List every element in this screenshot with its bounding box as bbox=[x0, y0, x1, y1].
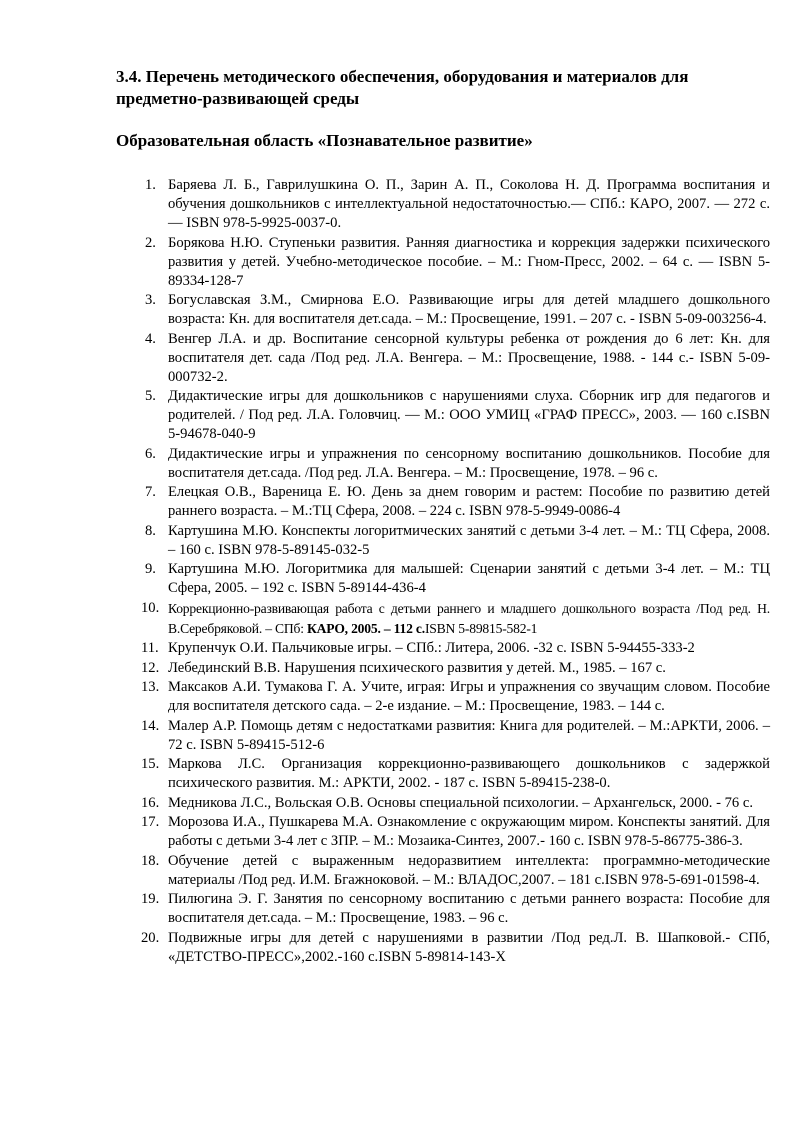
item-number: 18. bbox=[141, 852, 160, 869]
item-number: 11. bbox=[141, 640, 159, 656]
item-number: 7. bbox=[145, 484, 156, 500]
item-number: 5. bbox=[145, 388, 156, 404]
list-item bbox=[120, 929, 770, 967]
item-number: 4. bbox=[145, 330, 156, 347]
reference-list bbox=[120, 176, 770, 967]
item-text: Венгер Л.А. и др. Воспитание сенсорной культуры ребенка от рождения до 6 лет: Кн. для воспитателя дет. сада /Под ред. Л.А. Венгера. – М.: Просвещение, 1988. - 144 с.- ISBN 5-09-000732-2. bbox=[168, 330, 770, 385]
list-item bbox=[120, 755, 770, 793]
list-item bbox=[120, 599, 770, 639]
list-item bbox=[120, 659, 770, 678]
list-item bbox=[120, 234, 770, 291]
list-item bbox=[120, 483, 770, 521]
item-number: 8. bbox=[145, 522, 156, 539]
item-text: Лебединский В.В. Нарушения психического развития у детей. М., 1985. – 167 с. bbox=[168, 659, 666, 676]
item-number: 2. bbox=[145, 234, 156, 251]
list-item bbox=[120, 176, 770, 233]
list-item bbox=[120, 522, 770, 560]
list-item bbox=[120, 678, 770, 716]
list-item bbox=[120, 445, 770, 483]
item-text: Маркова Л.С. Организация коррекционно-развивающего дошкольников с задержкой психического развития. М.: АРКТИ, 2002. - 187 с. ISBN 5-89415-238-0. bbox=[168, 756, 770, 791]
item-text: Малер А.Р. Помощь детям с недостатками развития: Книга для родителей. – М.:АРКТИ, 2006. – 72 с. ISBN 5-89415-512-6 bbox=[168, 717, 770, 753]
list-item bbox=[120, 639, 770, 658]
item-number: 16. bbox=[141, 794, 160, 811]
item-number: 17. bbox=[141, 814, 160, 830]
list-item bbox=[120, 387, 770, 444]
item-number: 1. bbox=[145, 177, 156, 193]
list-item bbox=[120, 813, 770, 851]
item-text: Баряева Л. Б., Гаврилушкина О. П., Зарин А. П., Соколова Н. Д. Программа воспитания и обучения дошкольников с интеллектуальной недостаточностью.— СПб.: КАРО, 2007. — 272 с. — ISBN 978-5-9925-0037-0. bbox=[168, 177, 770, 231]
section-heading: 3.4. Перечень методического обеспечения, оборудования и материалов для предметно-развивающей среды bbox=[116, 67, 689, 108]
item-text: Крупенчук О.И. Пальчиковые игры. – СПб.: Литера, 2006. -32 с. ISBN 5-94455-333-2 bbox=[168, 640, 695, 656]
item-text: Подвижные игры для детей с нарушениями в развитии /Под ред.Л. В. Шапковой.- СПб, «ДЕТСТВО-ПРЕСС»,2002.-160 с.ISBN 5-89814-143-Х bbox=[168, 929, 770, 965]
subsection-heading: Образовательная область «Познавательное развитие» bbox=[116, 131, 533, 150]
item-text: Дидактические игры для дошкольников с нарушениями слуха. Сборник игр для педагогов и родителей. / Под ред. Л.А. Головчиц. — М.: ООО УМИЦ «ГРАФ ПРЕСС», 2003. — 160 с.ISBN 5-94678-040-9 bbox=[168, 388, 770, 442]
item-text: Обучение детей с выраженным недоразвитием интеллекта: программно-методические материалы /Под ред. И.М. Бгажноковой. – М.: ВЛАДОС,2007. – 181 с.ISBN 978-5-691-01598-4. bbox=[168, 852, 770, 888]
item-text: Елецкая О.В., Вареница Е. Ю. День за днем говорим и растем: Пособие по развитию детей раннего возраста. – М.:ТЦ Сфера, 2008. – 224 с. ISBN 978-5-9949-0086-4 bbox=[168, 484, 770, 519]
list-item bbox=[120, 560, 770, 598]
list-item bbox=[120, 794, 770, 813]
item-text: Борякова Н.Ю. Ступеньки развития. Ранняя диагностика и коррекция задержки психического развития у детей. Учебно-методическое пособие. – М.: Гном-Пресс, 2002. – 64 с. — ISBN 5-89334-128-7 bbox=[168, 234, 770, 289]
item-number: 10. bbox=[141, 599, 160, 616]
item-number: 20. bbox=[141, 929, 160, 946]
item-number: 9. bbox=[145, 561, 156, 577]
item-text bbox=[168, 601, 770, 636]
item-number: 13. bbox=[141, 679, 160, 695]
item-text: Пилюгина Э. Г. Занятия по сенсорному воспитанию с детьми раннего возраста: Пособие для воспитателя дет.сада. – М.: Просвещение, 1983. – 96 с. bbox=[168, 891, 770, 926]
item-text: Картушина М.Ю. Конспекты логоритмических занятий с детьми 3-4 лет. – М.: ТЦ Сфера, 2008. – 160 с. ISBN 978-5-89145-032-5 bbox=[168, 522, 770, 558]
item-text: Богуславская З.М., Смирнова Е.О. Развивающие игры для детей младшего дошкольного возраста: Кн. для воспитателя дет.сада. – М.: Просвещение, 1991. – 207 с. - ISBN 5-09-003256-4. bbox=[168, 292, 770, 327]
item-text-main: Коррекционно-развивающая работа с детьми раннего и младшего дошкольного возраста /Под ред. Н. В.Серебряковой. – СПб: bbox=[168, 600, 770, 636]
item-text: Дидактические игры и упражнения по сенсорному воспитанию дошкольников. Пособие для воспитателя дет.сада. /Под ред. Л.А. Венгера. – М.: Просвещение, 1978. – 96 с. bbox=[168, 445, 770, 481]
item-text-bold: КАРО, 2005. – 112 с. bbox=[307, 620, 425, 636]
list-item bbox=[120, 330, 770, 387]
item-text: Максаков А.И. Тумакова Г. А. Учите, играя: Игры и упражнения со звучащим словом. Пособие для воспитателя детского сада. – 2-е издание. – М.: Просвещение, 1983. – 144 с. bbox=[168, 679, 770, 714]
list-item bbox=[120, 291, 770, 329]
item-number: 14. bbox=[141, 717, 160, 734]
item-number: 15. bbox=[141, 756, 160, 772]
list-item bbox=[120, 852, 770, 890]
list-item bbox=[120, 890, 770, 928]
item-number: 12. bbox=[141, 659, 160, 676]
item-text-isbn: ISBN 5-89815-582-1 bbox=[424, 620, 538, 636]
item-number: 3. bbox=[145, 292, 156, 308]
item-number: 19. bbox=[141, 891, 160, 907]
item-text: Медникова Л.С., Вольская О.В. Основы специальной психологии. – Архангельск, 2000. - 76 с. bbox=[168, 794, 753, 811]
list-item bbox=[120, 717, 770, 755]
item-text: Картушина М.Ю. Логоритмика для малышей: Сценарии занятий с детьми 3-4 лет. – М.: ТЦ Сфера, 2005. – 192 с. ISBN 5-89144-436-4 bbox=[168, 561, 770, 596]
item-text: Морозова И.А., Пушкарева М.А. Ознакомление с окружающим миром. Конспекты занятий. Для работы с детьми 3-4 лет с ЗПР. – М.: Мозаика-Синтез, 2007.- 160 с. ISBN 978-5-86775-386-3. bbox=[168, 814, 770, 849]
item-number: 6. bbox=[145, 445, 156, 462]
